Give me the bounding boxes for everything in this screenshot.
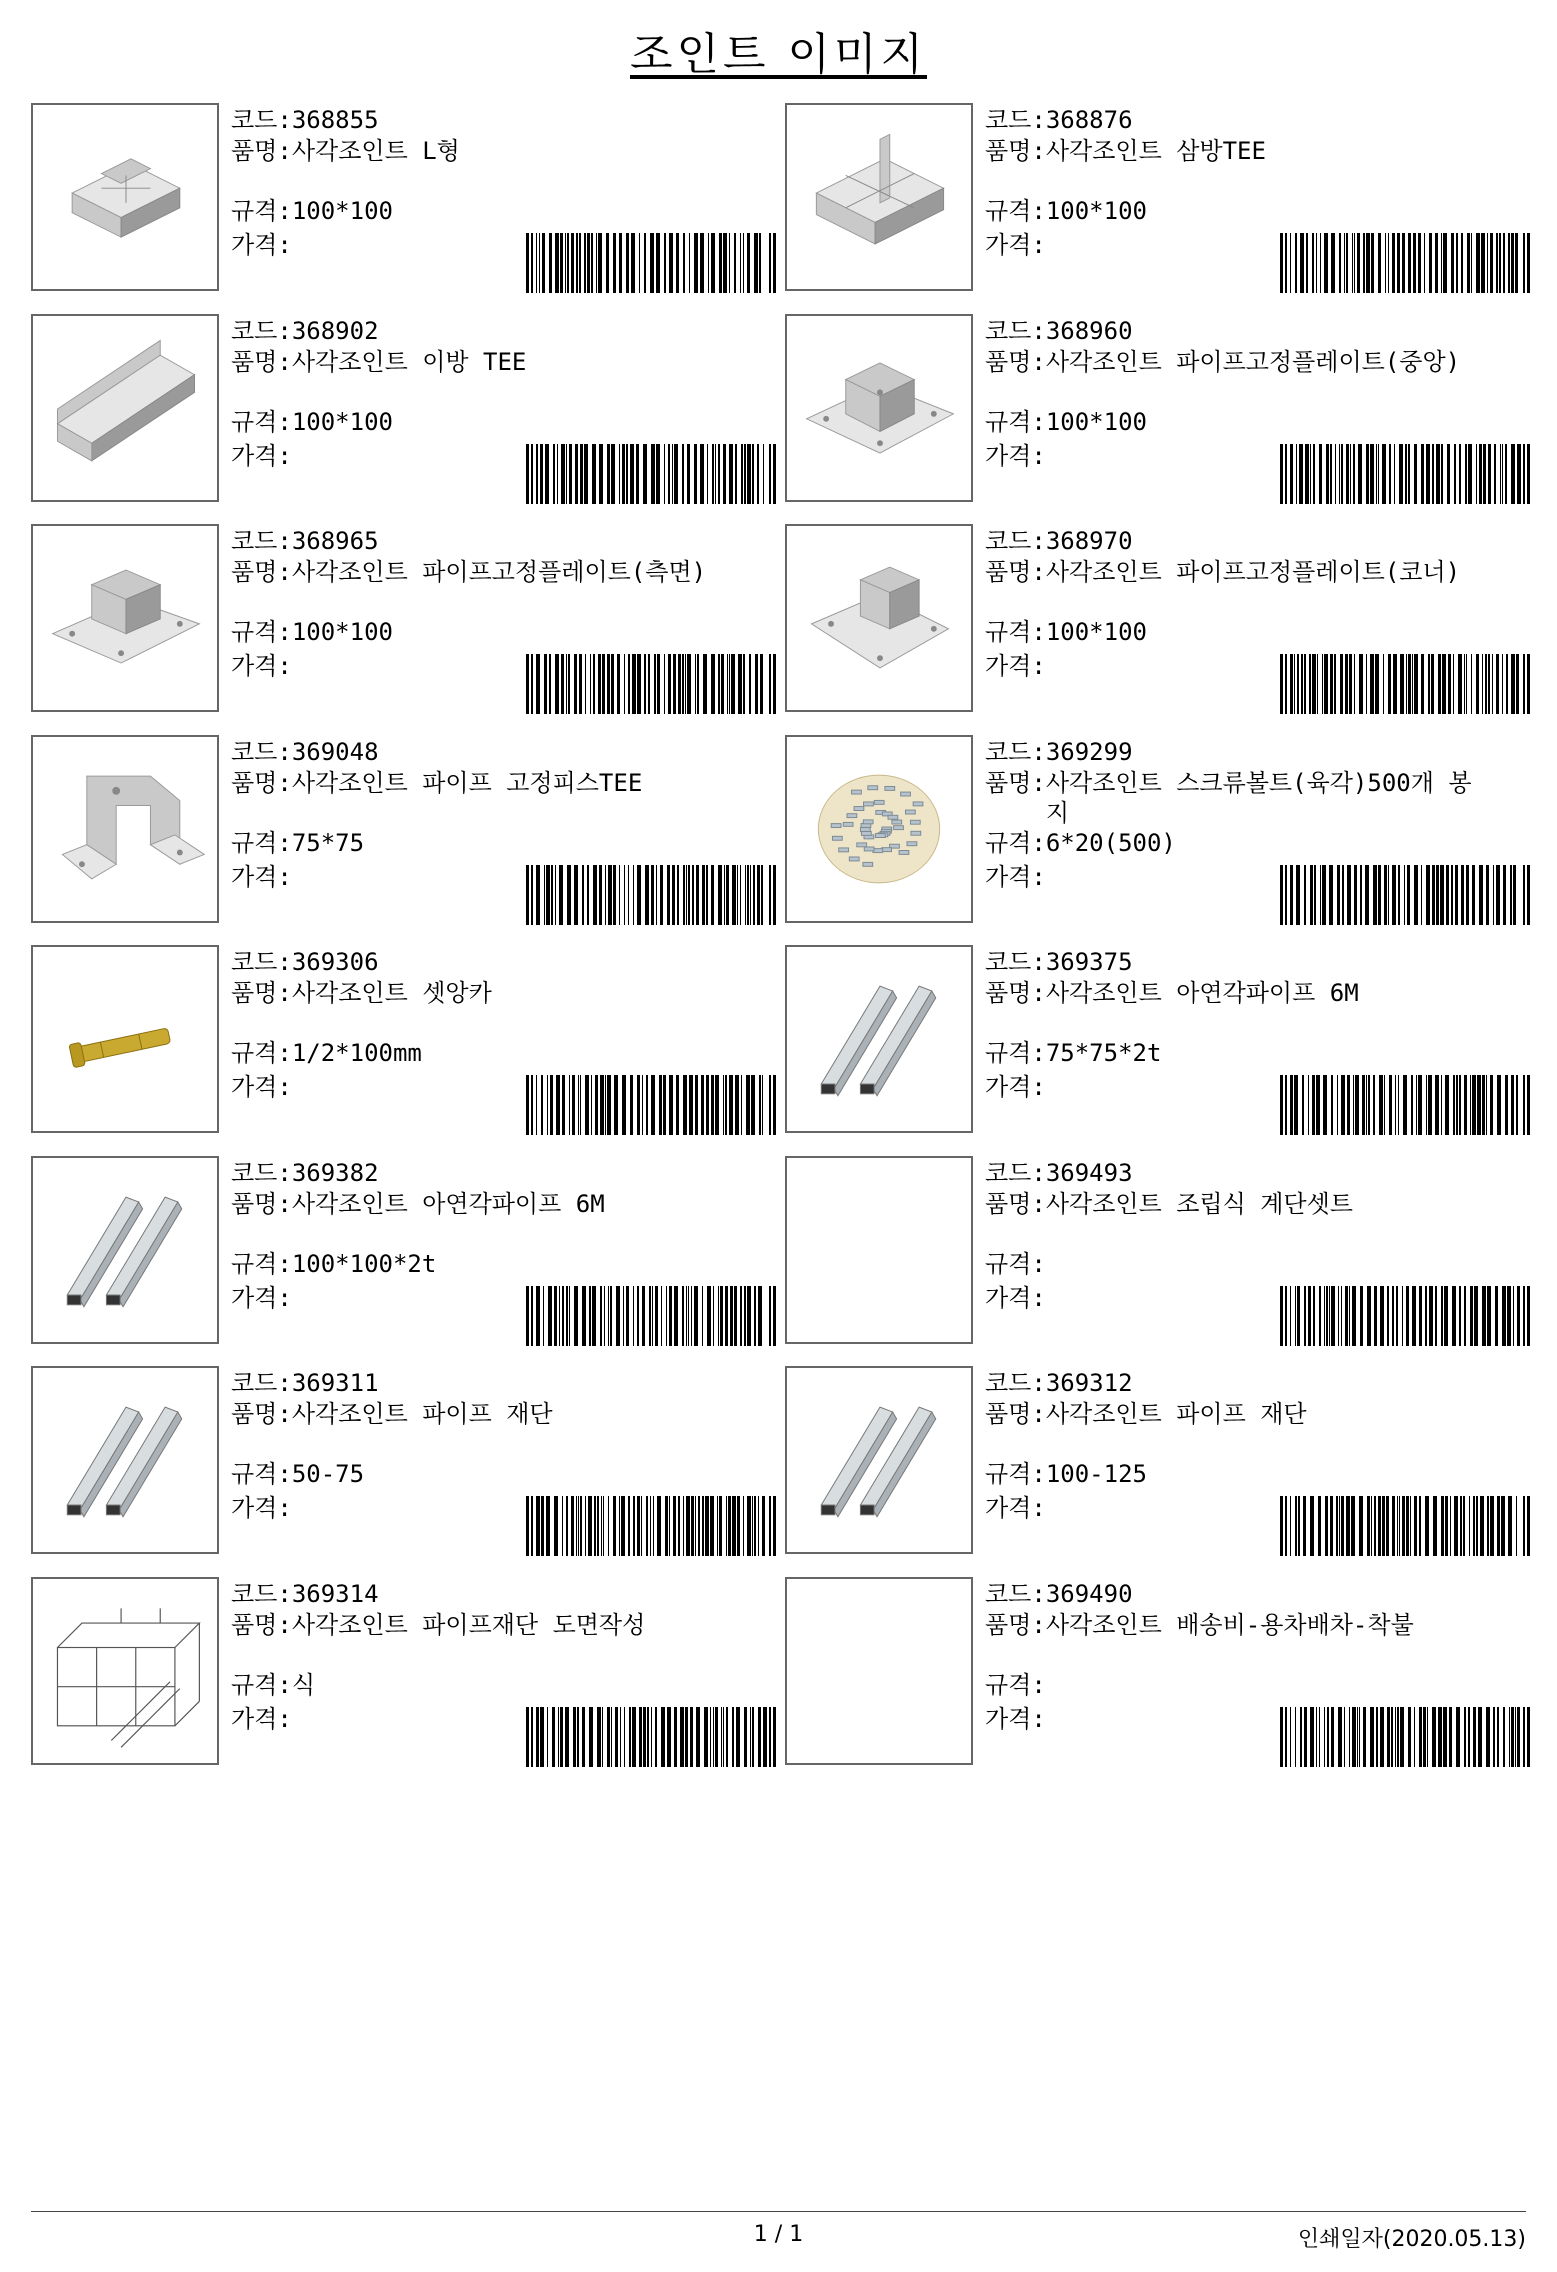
- product-code: 코드:369490: [985, 1579, 1133, 1608]
- product-code: 코드:368855: [231, 106, 379, 134]
- product-image: [785, 1577, 973, 1765]
- product-spec: 규격:100-125: [985, 1460, 1147, 1488]
- product-card: [31, 1366, 781, 1556]
- product-price: 가격:: [985, 1073, 1046, 1101]
- product-spec: 규격:100*100*2t: [231, 1249, 437, 1278]
- product-price: 가격:: [985, 652, 1046, 680]
- product-price: 가격:: [231, 1494, 292, 1522]
- product-name: 품명:사각조인트 배송비-용차배차-착불: [985, 1610, 1414, 1639]
- product-card: [31, 1577, 781, 1767]
- product-price: 가격:: [231, 652, 292, 680]
- page-title: 조인트 이미지: [629, 29, 927, 80]
- product-price: 가격:: [231, 231, 292, 259]
- product-image: [785, 1366, 973, 1554]
- product-spec: 규격:100*100: [985, 618, 1147, 646]
- product-info: [231, 524, 781, 714]
- product-name: 품명:사각조인트 셋앙카: [231, 979, 492, 1007]
- product-card: [785, 103, 1535, 293]
- product-card: [785, 1156, 1535, 1346]
- product-image: [785, 1156, 973, 1344]
- product-spec: 규격:100*100: [231, 197, 393, 225]
- product-barcode: [1280, 1707, 1530, 1767]
- product-spec: 규격:100*100: [985, 407, 1147, 436]
- product-barcode: [1280, 654, 1530, 714]
- product-name: 품명:사각조인트 아연각파이프 6M: [985, 979, 1359, 1007]
- product-card: [785, 735, 1535, 925]
- product-spec: 규격:100*100: [231, 407, 393, 436]
- product-image: [785, 735, 973, 923]
- product-card: [31, 103, 781, 293]
- product-barcode: [526, 654, 776, 714]
- product-code: 코드:369299: [985, 737, 1133, 766]
- product-barcode: [1280, 233, 1530, 293]
- product-info: [985, 945, 1535, 1135]
- product-spec: 규격:6*20(500): [985, 828, 1176, 857]
- product-code: 코드:368876: [985, 106, 1133, 134]
- product-name: 품명:사각조인트 이방 TEE: [231, 347, 527, 376]
- product-image: [785, 103, 973, 291]
- product-info: [985, 1156, 1535, 1346]
- product-info: [231, 103, 781, 293]
- product-barcode: [526, 1707, 776, 1767]
- product-image: [785, 524, 973, 712]
- product-name: 품명:사각조인트 파이프 고정피스TEE: [231, 768, 643, 797]
- product-barcode: [1280, 444, 1530, 504]
- product-barcode: [526, 1286, 776, 1346]
- product-code: 코드:368970: [985, 527, 1133, 555]
- product-card: [31, 314, 781, 504]
- product-price: 가격:: [985, 441, 1046, 470]
- product-info: [231, 314, 781, 504]
- product-code: 코드:368965: [231, 527, 379, 555]
- product-code: 코드:369382: [231, 1158, 379, 1187]
- product-code: 코드:369314: [231, 1579, 379, 1608]
- product-image: [31, 524, 219, 712]
- product-code: 코드:368902: [231, 316, 379, 345]
- product-spec: 규격:식: [231, 1670, 316, 1699]
- product-card: [785, 524, 1535, 714]
- product-name: 품명:사각조인트 파이프고정플레이트(중앙): [985, 347, 1461, 376]
- product-code: 코드:369048: [231, 737, 379, 766]
- product-spec: 규격:100*100: [985, 197, 1147, 225]
- product-info: [231, 1577, 781, 1767]
- product-barcode: [526, 1496, 776, 1556]
- footer-divider: [31, 2211, 1526, 2212]
- product-barcode: [1280, 865, 1530, 925]
- product-name: 품명:사각조인트 삼방TEE: [985, 137, 1266, 165]
- product-price: 가격:: [985, 862, 1046, 891]
- product-name: 품명:사각조인트 파이프재단 도면작성: [231, 1610, 646, 1639]
- product-spec: 규격:75*75*2t: [985, 1039, 1162, 1067]
- product-info: [985, 314, 1535, 504]
- product-price: 가격:: [231, 441, 292, 470]
- product-image: [31, 1366, 219, 1554]
- product-name: 품명:사각조인트 파이프고정플레이트(코너): [985, 558, 1461, 586]
- product-image: [31, 1156, 219, 1344]
- product-barcode: [1280, 1286, 1530, 1346]
- product-card: [31, 945, 781, 1135]
- product-spec: 규격:: [985, 1670, 1046, 1699]
- product-info: [231, 1366, 781, 1556]
- product-card: [31, 524, 781, 714]
- product-spec: 규격:1/2*100mm: [231, 1039, 422, 1067]
- product-image: [31, 103, 219, 291]
- product-code: 코드:369311: [231, 1369, 379, 1397]
- product-barcode: [526, 233, 776, 293]
- product-spec: 규격:75*75: [231, 828, 365, 857]
- product-spec: 규격:50-75: [231, 1460, 365, 1488]
- product-spec: 규격:100*100: [231, 618, 393, 646]
- product-price: 가격:: [985, 231, 1046, 259]
- product-price: 가격:: [985, 1283, 1046, 1312]
- product-name: 품명:사각조인트 아연각파이프 6M: [231, 1189, 605, 1218]
- product-price: 가격:: [231, 1073, 292, 1101]
- product-price: 가격:: [985, 1494, 1046, 1522]
- product-name: 품명:사각조인트 파이프고정플레이트(측면): [231, 558, 707, 586]
- product-card: [31, 735, 781, 925]
- product-card: [785, 1366, 1535, 1556]
- product-card: [785, 1577, 1535, 1767]
- product-code: 코드:369493: [985, 1158, 1133, 1187]
- product-image: [31, 735, 219, 923]
- page-number: 1 / 1: [753, 2222, 804, 2247]
- product-barcode: [1280, 1075, 1530, 1135]
- product-code: 코드:368960: [985, 316, 1133, 345]
- product-code: 코드:369312: [985, 1369, 1133, 1397]
- product-barcode: [526, 1075, 776, 1135]
- product-card: [785, 945, 1535, 1135]
- print-date: 인쇄일자(2020.05.13): [1297, 2227, 1526, 2252]
- product-name: 품명:사각조인트 파이프 재단: [985, 1400, 1307, 1428]
- product-spec: 규격:: [985, 1249, 1046, 1278]
- product-card: [31, 1156, 781, 1346]
- product-image: [31, 314, 219, 502]
- product-barcode: [1280, 1496, 1530, 1556]
- product-name: 품명:사각조인트 스크류볼트(육각)500개 봉 지: [985, 768, 1472, 827]
- product-info: [985, 103, 1535, 293]
- product-barcode: [526, 865, 776, 925]
- product-price: 가격:: [985, 1704, 1046, 1733]
- product-code: 코드:369375: [985, 948, 1133, 976]
- product-price: 가격:: [231, 1704, 292, 1733]
- product-info: [231, 735, 781, 925]
- product-info: [985, 1577, 1535, 1767]
- product-info: [985, 1366, 1535, 1556]
- product-info: [231, 1156, 781, 1346]
- product-info: [231, 945, 781, 1135]
- product-price: 가격:: [231, 862, 292, 891]
- product-image: [31, 1577, 219, 1765]
- product-card: [785, 314, 1535, 504]
- product-price: 가격:: [231, 1283, 292, 1312]
- product-name: 품명:사각조인트 파이프 재단: [231, 1400, 553, 1428]
- product-code: 코드:369306: [231, 948, 379, 976]
- product-image: [31, 945, 219, 1133]
- product-info: [985, 735, 1535, 925]
- product-image: [785, 314, 973, 502]
- product-image: [785, 945, 973, 1133]
- product-name: 품명:사각조인트 조립식 계단셋트: [985, 1189, 1353, 1218]
- product-name: 품명:사각조인트 L형: [231, 137, 460, 165]
- product-info: [985, 524, 1535, 714]
- product-barcode: [526, 444, 776, 504]
